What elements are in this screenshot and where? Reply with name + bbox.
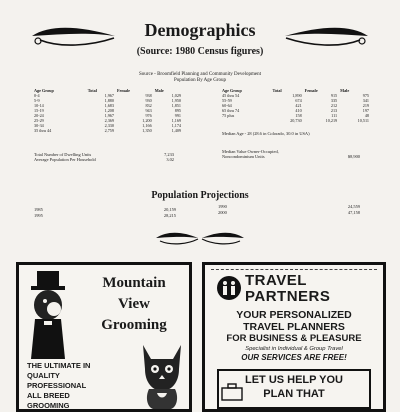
dog-in-top-hat-illustration [25,269,77,365]
table-row [34,128,184,133]
cell-male: 991 [174,113,181,118]
cta-line-1: LET US HELP YOU [244,374,343,386]
ad-line-personalized: YOUR PERSONALIZED [236,309,352,321]
cell-female: 1,200 [142,118,152,123]
cell-male: 1,169 [171,118,181,123]
projection-value: 28,215 [163,213,176,218]
population-table-right [222,88,372,123]
cell-age-group: 45 thru 54 [222,93,240,98]
cell-total: 674 [295,98,302,103]
col-male: Male [340,88,350,93]
cell-male: 197 [362,108,369,113]
median-value-line-2 [222,154,360,159]
median-age-note: Median Age - 28 (28.6 in Colorado, 30.0 in USA) [222,131,310,136]
household-label: Average Population Per Household [34,157,96,162]
cell-male: 10,511 [357,118,369,123]
cell-total: 2,759 [104,128,114,133]
cell-male: 895 [174,108,181,113]
page-subtitle: (Source: 1980 Census figures) [136,46,264,57]
cell-age-group: 15-19 [34,108,44,113]
col-female: Female [304,88,318,93]
suitcase-icon [221,383,243,401]
cell-female: 111 [331,113,338,118]
cell-female: 938 [145,93,152,98]
household-line [34,157,174,162]
projection-year: 1985 [34,207,43,212]
projection-row-1990 [218,204,360,209]
col-age-group: Age Group [222,88,242,93]
cell-age-group: 20-24 [34,113,44,118]
col-female: Female [116,88,131,93]
ad-line-grooming: Grooming [101,317,167,333]
dwelling-units-label: Total Number of Dwelling Units [34,152,92,157]
cell-age-group: 75 plus [222,113,235,118]
cell-total: 158 [295,113,302,118]
tagline-1: THE ULTIMATE IN [27,361,91,370]
cell-age-group: 25-29 [34,118,44,123]
projection-year: 1990 [218,204,227,209]
cell-male: 1,950 [171,98,181,103]
grooming-tagline [27,361,127,411]
cell-total: 1,683 [104,103,114,108]
cell-total: 1,967 [104,93,114,98]
travel-partners-logo-icon [215,275,243,301]
cell-age-group: 65 thru 74 [222,108,240,113]
household-value: 3.02 [166,157,174,162]
page-title: Demographics [144,20,256,40]
median-value-value: $8,900 [347,154,360,159]
ad-line-business: FOR BUSINESS & PLEASURE [226,333,362,344]
cell-female: 10,219 [325,118,338,123]
cell-total: 410 [295,108,302,113]
cell-male: 341 [362,98,369,103]
cell-total: 1,967 [104,113,114,118]
col-male: Male [154,88,164,93]
col-total: Total [87,88,97,93]
projection-value: 24,559 [347,204,360,209]
cell-total: 1,890 [292,93,302,98]
cell-female: 832 [145,103,152,108]
cell-total: 2,369 [104,118,114,123]
projection-year: 1995 [34,213,43,218]
median-value-label-1: Median Value Owner-Occupied, [222,149,279,154]
projections-title: Population Projections [151,190,249,201]
projection-year: 2000 [218,210,227,215]
travel-partners-ad [202,262,386,412]
ad-line-view: View [118,296,150,312]
cell-male: 1,409 [171,128,181,133]
cell-total: 1,880 [104,98,114,103]
tagline-4: ALL BREED [27,391,70,400]
brand-partners: PARTNERS [245,288,331,305]
source-line-2: Population By Age Group [173,78,227,83]
source-line-1: Source - Broomfield Planning and Community Development [139,72,261,77]
cell-total: 20,730 [290,118,302,123]
cell-female: 976 [145,113,152,118]
projection-value: 47,158 [347,210,360,215]
brand-travel: TRAVEL [245,272,307,289]
cell-male: 1,174 [171,123,181,128]
median-value-label-2: Noncondominium Units [222,154,265,159]
divider-flourish-ornament [152,230,248,246]
cell-female: 213 [330,108,338,113]
population-table-left [34,88,184,133]
col-total: Total [272,88,282,93]
mountain-view-grooming-ad [16,262,192,412]
source-note [0,72,400,84]
cell-age-group [222,118,273,123]
ad-line-planners: TRAVEL PLANNERS [243,321,345,333]
cell-female: 943 [145,108,152,113]
projection-row-1985 [34,207,176,212]
cell-age-group: 60-64 [222,103,232,108]
ad-line-free: OUR SERVICES ARE FREE! [241,353,347,362]
cell-age-group: 35 thru 44 [34,128,52,133]
tagline-2: QUALITY [27,371,60,380]
cell-female: 930 [145,98,152,103]
cell-female: 335 [330,98,338,103]
table-row [222,118,372,123]
tagline-3: PROFESSIONAL [27,381,87,390]
cell-total: 421 [295,103,302,108]
dwelling-units-value: 7,233 [164,152,174,157]
cell-age-group: 0-4 [34,93,40,98]
cell-male: 219 [362,103,369,108]
cell-female: 212 [330,103,338,108]
cell-female: 1,350 [142,128,152,133]
cell-age-group: 30-34 [34,123,44,128]
cell-age-group: 55-59 [222,98,232,103]
cell-male: 48 [364,113,369,118]
cell-total: 1,208 [104,108,114,113]
ad-line-mountain: Mountain [102,275,166,291]
tagline-5: GROOMING [27,401,70,410]
cell-female: 1,166 [142,123,152,128]
cell-total: 2,330 [104,123,114,128]
cell-male: 1,029 [171,93,181,98]
cat-illustration [135,339,189,409]
cell-male: 975 [362,93,369,98]
cell-male: 1,851 [171,103,181,108]
projection-row-2000 [218,210,360,215]
cell-age-group: 10-14 [34,103,44,108]
cell-female: 915 [330,93,338,98]
cta-line-2: PLAN THAT [263,388,325,400]
median-value-block [222,149,360,159]
projection-value: 20,159 [163,207,176,212]
ad-line-specialist: Specialist in Individual & Group Travel [245,346,343,352]
projection-row-1995 [34,213,176,218]
cell-age-group: 5-9 [34,98,40,103]
col-age-group: Age Group [34,88,54,93]
